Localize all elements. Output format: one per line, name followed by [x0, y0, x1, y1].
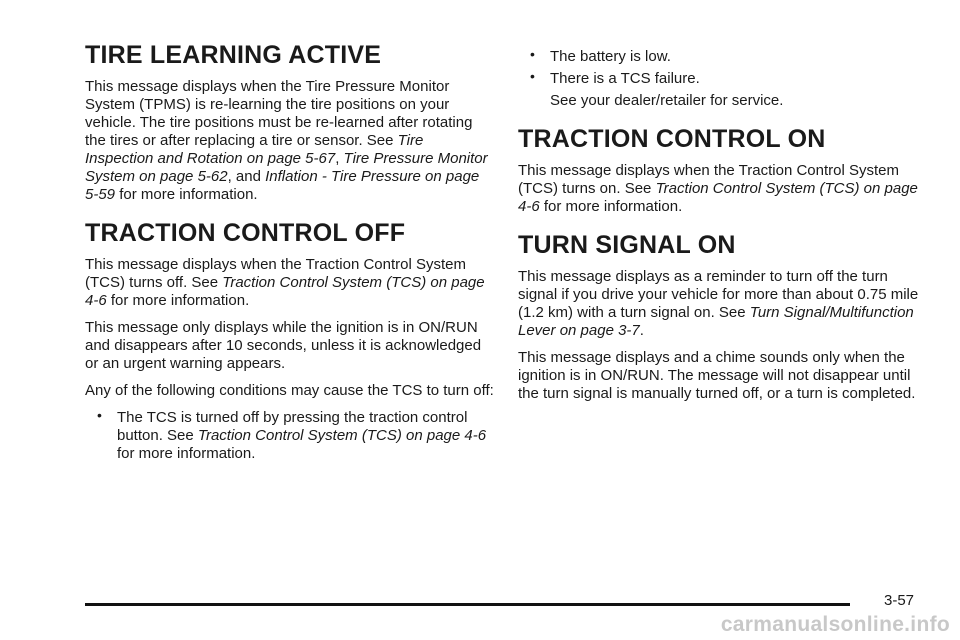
tire-learning-tail: for more information. [115, 186, 258, 203]
traction-control-off-heading: TRACTION CONTROL OFF [85, 219, 406, 247]
bullet3-text: There is a TCS failure. [550, 70, 700, 87]
turn-signal-lever-link[interactable]: Turn Signal/Multifunction Lever on page 3-7 [518, 304, 914, 339]
turn-signal-paragraph-2: This message displays and a chime sounds only when the ignition is in ON/RUN. The message will not disappear until the turn signal is manually turned off, or a turn is completed. [518, 349, 916, 402]
tire-learning-text: This message displays when the Tire Pressure Monitor System (TPMS) is re-learning the tire positions on your vehicle. The tire positions must be re-learned after rotating the tires or after replacing a tire or sensor. See [85, 78, 473, 149]
turn-signal-paragraph-1 [518, 268, 928, 340]
tire-learning-paragraph [85, 78, 495, 204]
tcs-on-text: This message displays when the Traction Control System (TCS) turns on. See [518, 162, 899, 197]
traction-control-on-heading: TRACTION CONTROL ON [518, 125, 826, 153]
bullet1-text: The TCS is turned off by pressing the traction control button. See [117, 409, 468, 444]
bullet2-text: The battery is low. [550, 48, 671, 65]
tcs-conditions-list-continued [518, 48, 928, 88]
list-item [518, 70, 928, 88]
list-item [85, 409, 495, 463]
service-note: See your dealer/retailer for service. [550, 92, 784, 109]
tcs-off-text: This message displays when the Traction Control System (TCS) turns off. See [85, 256, 466, 291]
page-number: 3-57 [884, 592, 915, 609]
tcs-conditions-list [85, 409, 495, 463]
tcs-on-paragraph [518, 162, 928, 216]
tcs-off-paragraph-3: Any of the following conditions may cause the TCS to turn off: [85, 382, 494, 399]
separator: , and [227, 168, 266, 185]
bullet1-tail: for more information. [117, 445, 256, 462]
tcs-link[interactable]: Traction Control System (TCS) on page 4-6 [85, 274, 485, 309]
tcs-on-tail: for more information. [539, 198, 683, 215]
tcs-link[interactable]: Traction Control System (TCS) on page 4-6 [518, 180, 918, 215]
tire-inspection-link[interactable]: Tire Inspection and Rotation on page 5-67 [85, 132, 424, 167]
tpms-link[interactable]: Tire Pressure Monitor System on page 5-62 [85, 150, 488, 185]
right-column [518, 40, 928, 412]
bullet-icon: • [530, 68, 535, 84]
tcs-link[interactable]: Traction Control System (TCS) on page 4-6 [197, 427, 487, 444]
tcs-off-paragraph-1 [85, 256, 495, 310]
turn-signal-text: This message displays as a reminder to turn off the turn signal if you drive your vehicle for more than about 0.75 mile (1.2 km) with a turn signal on. See [518, 268, 919, 321]
bullet-icon: • [97, 407, 102, 423]
separator: , [335, 150, 344, 167]
list-item [518, 48, 928, 66]
tcs-off-paragraph-2: This message only displays while the ignition is in ON/RUN and disappears after 10 seconds, unless it is acknowledged or an urgent warning appears. [85, 319, 482, 372]
turn-signal-heading: TURN SIGNAL ON [518, 231, 736, 259]
left-column [85, 40, 495, 467]
watermark: carmanualsonline.info [720, 613, 950, 636]
tire-learning-heading: TIRE LEARNING ACTIVE [85, 41, 382, 69]
turn-signal-tail: . [639, 322, 644, 339]
footer-rule [85, 603, 850, 606]
inflation-link[interactable]: Inflation - Tire Pressure on page 5-59 [85, 168, 480, 203]
tcs-off-tail: for more information. [106, 292, 250, 309]
bullet-icon: • [530, 46, 535, 62]
